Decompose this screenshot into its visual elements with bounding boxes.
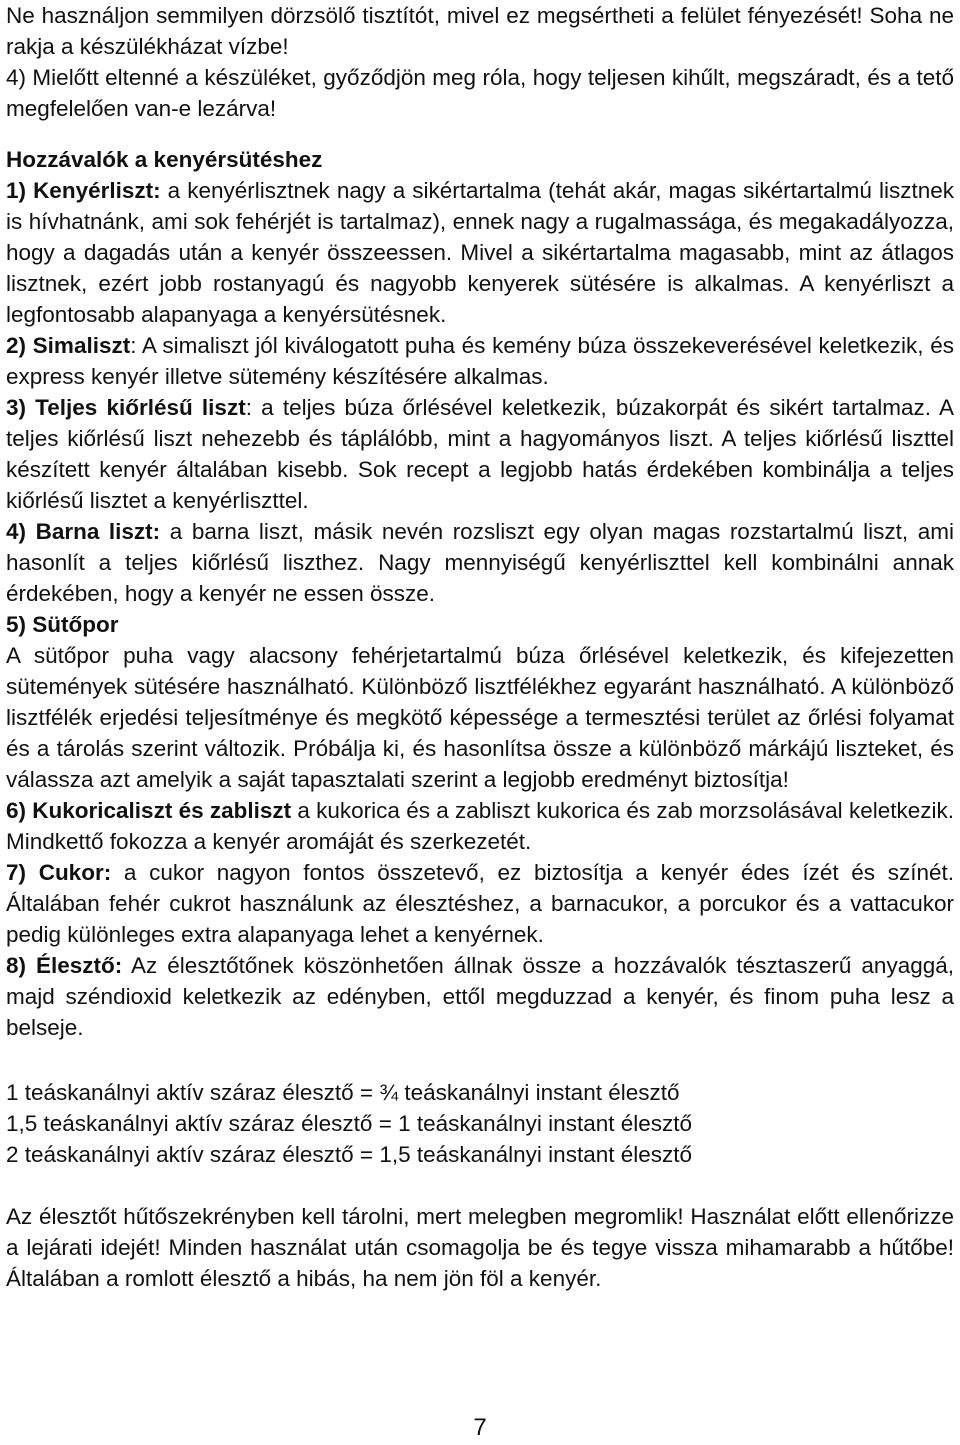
conversion-list — [6, 1077, 954, 1170]
item-label: 3) Teljes kiőrlésű liszt — [6, 395, 246, 420]
page-number: 7 — [473, 1414, 487, 1441]
section-title: Hozzávalók a kenyérsütéshez — [6, 147, 323, 172]
item-label: 6) Kukoricaliszt és zabliszt — [6, 798, 292, 823]
item-barna-liszt — [6, 516, 954, 609]
item-text: : a teljes búza őrlésével keletkezik, búzakorpát és sikért tartalmaz. A teljes kiőrlésű liszt nehezebb és táplálóbb, mint a hagyományos liszt. A teljes kiőrlésű liszttel készített kenyér általában kisebb. Sok recept a legjobb hatás érdekében kombinálja a teljes kiőrlésű lisztet a kenyérliszttel. — [6, 395, 954, 513]
step-4-paragraph: 4) Mielőtt eltenné a készüléket, győződjön meg róla, hogy teljesen kihűlt, megszáradt, és a tető megfelelően van-e lezárva! — [6, 65, 954, 121]
item-label: 2) Simaliszt — [6, 333, 131, 358]
item-text: Az élesztőtőnek köszönhetően állnak össze a hozzávalók tésztaszerű anyaggá, majd széndioxid keletkezik az edényben, ettől megduzzad a kenyér, és finom puha lesz a belseje. — [6, 953, 954, 1040]
item-simaliszt — [6, 330, 954, 392]
item-teljes-kiorlesu-liszt — [6, 392, 954, 516]
item-eleszto — [6, 950, 954, 1043]
item-text: a cukor nagyon fontos összetevő, ez biztosítja a kenyér édes ízét és színét. Általában fehér cukrot használunk az élesztéshez, a barnacukor, a porcukor és a vattacukor pedig különleges extra alapanyaga lehet a kenyérnek. — [6, 860, 954, 947]
item-text: : A simaliszt jól kiválogatott puha és kemény búza összekeverésével keletkezik, és express kenyér illetve sütemény készítésére alkalmas. — [6, 333, 954, 389]
item-cukor — [6, 857, 954, 950]
item-text: a barna liszt, másik nevén rozsliszt egy olyan magas rozstartalmú liszt, ami hasonlít a teljes kiőrlésű liszthez. Nagy mennyiségű kenyérliszttel kell kombinálni annak érdekében, hogy a kenyér ne essen össze. — [6, 519, 954, 606]
item-kukoricaliszt-zabliszt — [6, 795, 954, 857]
item-text: a kukorica és a zabliszt kukorica és zab morzsolásával keletkezik. Mindkettő fokozza a kenyér aromáját és szerkezetét. — [6, 798, 954, 854]
conversion-line: 1,5 teáskanálnyi aktív száraz élesztő = 1 teáskanálnyi instant élesztő — [6, 1111, 693, 1136]
item-text: a kenyérlisztnek nagy a sikértartalma (tehát akár, magas sikértartalmú lisztnek is hívhatnánk, ami sok fehérjét is tartalmaz), ennek nagy a rugalmassága, és megakadályozza, hogy a dagadás után a kenyér összeessen. Mivel a sikértartalma magasabb, mint az átlagos lisztnek, ezért jobb rostanyagú és nagyobb kenyerek sütésére is alkalmas. A kenyérliszt a legfontosabb alapanyaga a kenyérsütésnek. — [6, 178, 954, 327]
conversion-line: 1 teáskanálnyi aktív száraz élesztő = ¾ teáskanálnyi instant élesztő — [6, 1080, 680, 1105]
item-label: 7) Cukor: — [6, 860, 112, 885]
conversion-line: 2 teáskanálnyi aktív száraz élesztő = 1,5 teáskanálnyi instant élesztő — [6, 1142, 693, 1167]
item-sutopor-text: A sütőpor puha vagy alacsony fehérjetartalmú búza őrlésével keletkezik, és kifejezetten sütemények sütésére használható. Különböző lisztfélékhez egyaránt használható. A különböző lisztfélék erjedési teljesítménye és megkötő képessége a termesztési terület az őrlési folyamat és a tárolás szerint változik. Próbálja ki, és hasonlítsa össze a különböző márkájú liszteket, és válassza azt amelyik a saját tapasztalati szerint a legjobb eredményt biztosítja! — [6, 643, 954, 792]
item-label: 1) Kenyérliszt: — [6, 178, 161, 203]
storage-note: Az élesztőt hűtőszekrényben kell tárolni, mert melegben megromlik! Használat előtt ellenőrizze a lejárati idejét! Minden használat után csomagolja be és tegye vissza mihamarabb a hűtőbe! Általában a romlott élesztő a hibás, ha nem jön föl a kenyér. — [6, 1204, 954, 1291]
item-sutopor-label: 5) Sütőpor — [6, 612, 119, 637]
item-kenyerliszt — [6, 175, 954, 330]
item-label: 8) Élesztő: — [6, 953, 123, 978]
care-paragraph: Ne használjon semmilyen dörzsölő tisztítót, mivel ez megsértheti a felület fényezését! Soha ne rakja a készülékházat vízbe! — [6, 3, 954, 59]
item-label: 4) Barna liszt: — [6, 519, 161, 544]
